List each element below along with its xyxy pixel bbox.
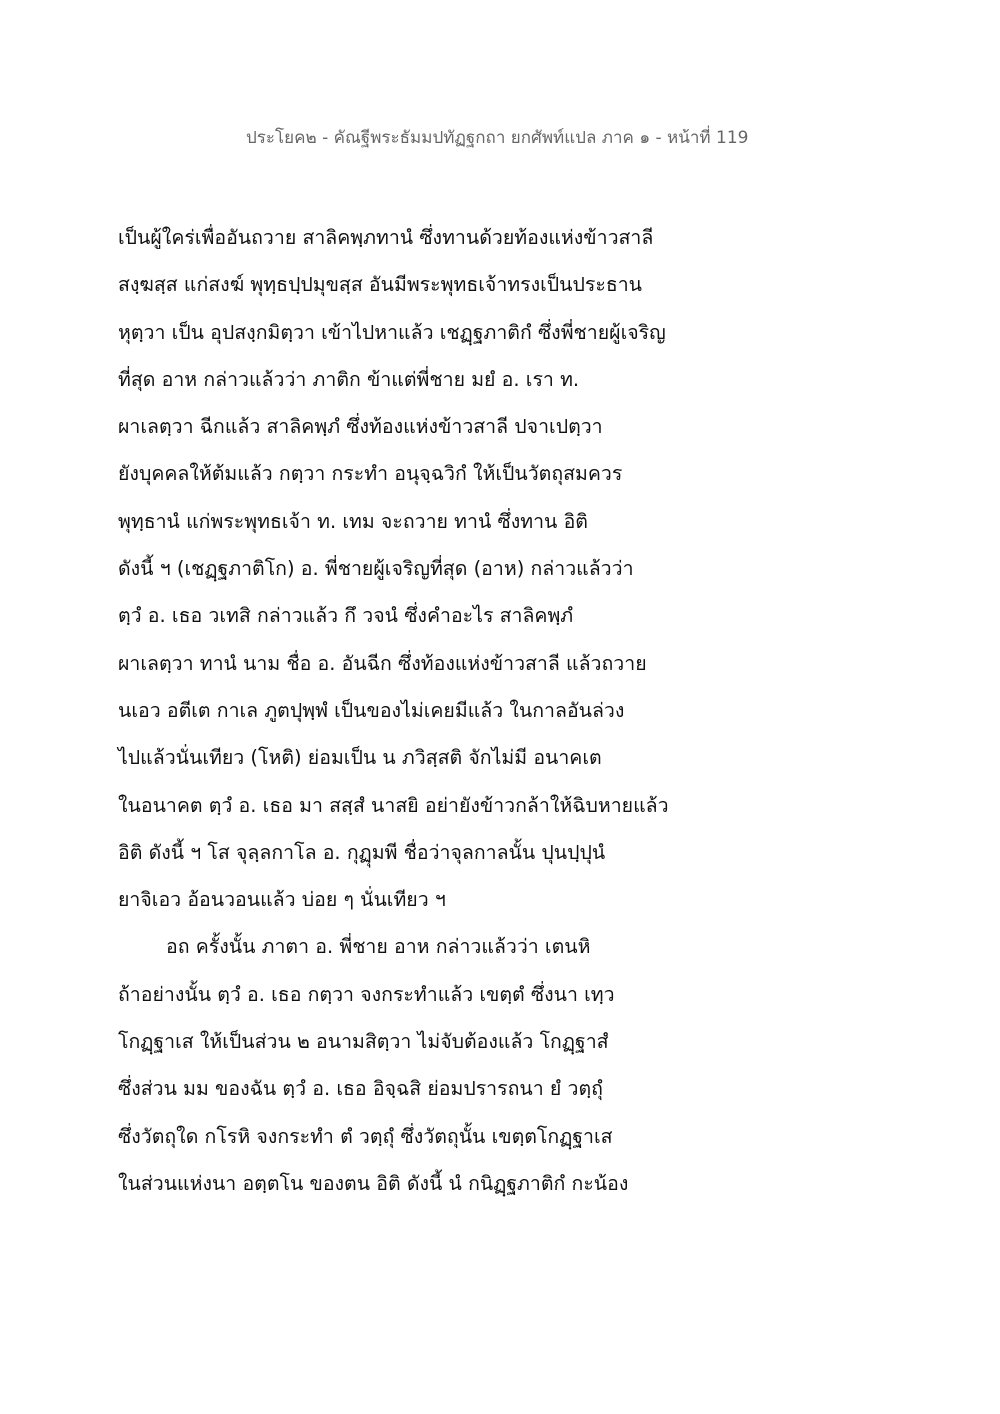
text-line: ในอนาคต ตฺวํ อ. เธอ มา สสฺสํ นาสยิ อย่ายังข้าวกล้าให้ฉิบหายแล้ว	[118, 793, 669, 817]
text-line: นเอว อตีเต กาเล ภูตปุพฺพํ เป็นของไม่เคยมีแล้ว ในกาลอันล่วง	[118, 698, 625, 722]
body-text	[118, 214, 838, 1207]
text-line: ดังนี้ ฯ (เชฏฺฐภาติโก) อ. พี่ชายผู้เจริญที่สุด (อาห) กล่าวแล้วว่า	[118, 557, 634, 581]
text-line: ยาจิเอว อ้อนวอนแล้ว บ่อย ๆ นั่นเทียว ฯ	[118, 888, 446, 912]
text-line: ผาเลตฺวา ทานํ นาม ชื่อ อ. อันฉีก ซึ่งท้องแห่งข้าวสาลี แล้วถวาย	[118, 651, 647, 675]
text-line: สงฺฆสฺส แก่สงฆ์ พุทฺธปฺปมุขสฺส อันมีพระพุทธเจ้าทรงเป็นประธาน	[118, 273, 642, 297]
text-line: ซึ่งวัตถุใด กโรหิ จงกระทำ ตํ วตฺถุํ ซึ่งวัตถุนั้น เขตฺตโกฏฺฐาเส	[118, 1124, 613, 1148]
text-line: ซึ่งส่วน มม ของฉัน ตฺวํ อ. เธอ อิจฺฉสิ ย่อมปรารถนา ยํ วตฺถุํ	[118, 1077, 603, 1101]
text-line: ตฺวํ อ. เธอ วเทสิ กล่าวแล้ว กึ วจนํ ซึ่งคำอะไร สาลิคพฺภํ	[118, 604, 574, 628]
text-line: ยังบุคคลให้ต้มแล้ว กตฺวา กระทำ อนุจฺฉวิกํ ให้เป็นวัตถุสมควร	[118, 462, 623, 486]
text-line: ในส่วนแห่งนา อตฺตโน ของตน อิติ ดังนี้ นํ กนิฏฺฐภาติกํ กะน้อง	[118, 1171, 629, 1195]
text-line: เป็นผู้ใคร่เพื่ออันถวาย สาลิคพฺภทานํ ซึ่งทานด้วยท้องแห่งข้าวสาลี	[118, 226, 654, 249]
text-line: พุทฺธานํ แก่พระพุทธเจ้า ท. เทม จะถวาย ทานํ ซึ่งทาน อิติ	[118, 509, 588, 533]
paragraph-start-line: อถ ครั้งนั้น ภาตา อ. พี่ชาย อาห กล่าวแล้วว่า เตนหิ	[166, 935, 591, 959]
text-line: ไปแล้วนั่นเทียว (โหติ) ย่อมเป็น น ภวิสฺสติ จักไม่มี อนาคเต	[118, 746, 602, 770]
text-line: ถ้าอย่างนั้น ตฺวํ อ. เธอ กตฺวา จงกระทำแล้ว เขตฺตํ ซึ่งนา เทฺว	[118, 982, 615, 1006]
page-header: ประโยค๒ - คัณฐีพระธัมมปทัฏฐกถา ยกศัพท์แปล ภาค ๑ - หน้าที่ 119	[246, 128, 749, 148]
text-line: ผาเลตฺวา ฉีกแล้ว สาลิคพฺภํ ซึ่งท้องแห่งข้าวสาลี ปจาเปตฺวา	[118, 415, 603, 439]
text-line: ที่สุด อาห กล่าวแล้วว่า ภาติก ข้าแต่พี่ชาย มยํ อ. เรา ท.	[118, 367, 580, 391]
text-line: อิติ ดังนี้ ฯ โส จุลฺลกาโล อ. กุฏุมพี ชื่อว่าจุลกาลนั้น ปุนปฺปุนํ	[118, 840, 606, 864]
text-line: หุตฺวา เป็น อุปสงฺกมิตฺวา เข้าไปหาแล้ว เชฏฺฐภาติกํ ซึ่งพี่ชายผู้เจริญ	[118, 320, 666, 344]
text-line: โกฏฺฐาเส ให้เป็นส่วน ๒ อนามสิตฺวา ไม่จับต้องแล้ว โกฏฺฐาสํ	[118, 1030, 609, 1054]
